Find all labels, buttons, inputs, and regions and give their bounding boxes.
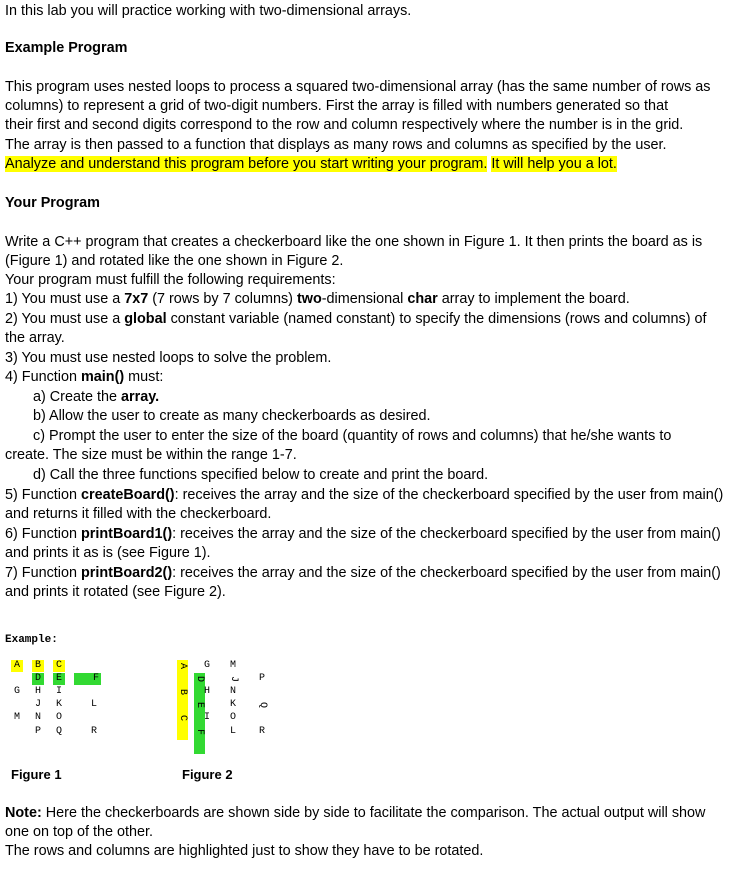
requirement-4: 4) Function main() must:: [5, 369, 164, 385]
fig2-cell-A: A: [177, 662, 189, 670]
requirement-6-cont: and prints it as is (see Figure 1).: [5, 545, 211, 561]
figure-1-board: [8, 660, 108, 756]
fig2-cell-G: G: [203, 660, 210, 671]
example-line-3: their first and second digits correspond to the row and column respectively where the number is in the grid.: [5, 117, 684, 133]
fig2-cell-R: R: [258, 726, 265, 737]
fig1-cell-A: A: [11, 660, 23, 672]
fig2-cell-F: F: [194, 728, 206, 736]
intro-text: In this lab you will practice working with two-dimensional arrays.: [5, 3, 412, 19]
requirement-5-cont: and returns it filled with the checkerboard.: [5, 506, 272, 522]
example-line-1: This program uses nested loops to process a squared two-dimensional array (has the same number of rows as: [5, 79, 711, 95]
requirement-3: 3) You must use nested loops to solve the problem.: [5, 350, 332, 366]
fig1-cell-R: R: [90, 726, 97, 737]
fig1-cell-K: K: [55, 699, 62, 710]
fig2-cell-N: N: [229, 686, 236, 697]
note-line-3: The rows and columns are highlighted just to show they have to be rotated.: [5, 843, 484, 859]
highlight-analyze: Analyze and understand this program before you start writing your program.: [5, 156, 488, 172]
fig1-cell-H: H: [34, 686, 41, 697]
fig1-cell-Q: Q: [55, 726, 62, 737]
fig2-cell-C: C: [177, 714, 189, 722]
fig2-cell-I: I: [203, 712, 210, 723]
fig1-cell-E: E: [53, 673, 65, 685]
fig2-cell-K: K: [229, 699, 236, 710]
requirement-4c-cont: create. The size must be within the range 1-7.: [5, 447, 297, 463]
fig2-yellow-column: [177, 660, 188, 740]
paragraph-3: Your program must fulfill the following requirements:: [5, 272, 336, 288]
requirement-1: 1) You must use a 7x7 (7 rows by 7 columns) two-dimensional char array to implement the board.: [5, 291, 630, 307]
fig1-cell-I: I: [55, 686, 62, 697]
fig1-cell-P: P: [34, 726, 41, 737]
fig2-cell-P: P: [258, 673, 265, 684]
fig2-cell-B: B: [177, 688, 189, 696]
fig2-cell-Q: Q: [256, 701, 268, 709]
fig1-cell-M: M: [13, 712, 20, 723]
note-line-1: Note: Here the checkerboards are shown side by side to facilitate the comparison. The actual output will show: [5, 805, 706, 821]
example-label: Example:: [5, 634, 58, 646]
fig1-cell-D: D: [32, 673, 44, 685]
requirement-4c: c) Prompt the user to enter the size of the board (quantity of rows and columns) that he/she wants to: [33, 428, 672, 444]
requirement-7-cont: and prints it rotated (see Figure 2).: [5, 584, 226, 600]
highlight-help: It will help you a lot.: [491, 156, 617, 172]
requirement-6: 6) Function printBoard1(): receives the array and the size of the checkerboard specified by the user from main(): [5, 526, 721, 542]
fig1-cell-B: B: [32, 660, 44, 672]
example-line-2: columns) to represent a grid of two-digit numbers. First the array is filled with numbers generated so that: [5, 98, 669, 114]
fig2-cell-E: E: [194, 701, 206, 709]
note-line-2: one on top of the other.: [5, 824, 154, 840]
requirement-5: 5) Function createBoard(): receives the array and the size of the checkerboard specified by the user from main(): [5, 487, 724, 503]
figure-2-caption: Figure 2: [182, 767, 233, 782]
requirement-4b: b) Allow the user to create as many checkerboards as desired.: [33, 408, 431, 424]
fig1-cell-O: O: [55, 712, 62, 723]
fig2-cell-M: M: [229, 660, 236, 671]
fig2-cell-H: H: [203, 686, 210, 697]
fig1-cell-F: F: [74, 673, 101, 685]
fig2-cell-O: O: [229, 712, 236, 723]
requirement-4a: a) Create the array.: [33, 389, 160, 405]
requirement-7: 7) Function printBoard2(): receives the array and the size of the checkerboard specified by the user from main(): [5, 565, 721, 581]
requirement-2: 2) You must use a global constant variable (named constant) to specify the dimensions (rows and columns) of: [5, 311, 707, 327]
fig1-cell-N: N: [34, 712, 41, 723]
fig1-cell-G: G: [13, 686, 20, 697]
requirement-2-cont: the array.: [5, 330, 65, 346]
paragraph-1: Write a C++ program that creates a checkerboard like the one shown in Figure 1. It then prints the board as is: [5, 234, 703, 250]
fig1-cell-C: C: [53, 660, 65, 672]
fig2-cell-L: L: [229, 726, 236, 737]
figure-1-caption: Figure 1: [11, 767, 62, 782]
your-program-heading: Your Program: [5, 195, 100, 211]
fig1-cell-L: L: [90, 699, 97, 710]
fig1-cell-J: J: [34, 699, 41, 710]
example-line-4: The array is then passed to a function that displays as many rows and columns as specified by the user.: [5, 137, 667, 153]
fig2-cell-D: D: [194, 675, 206, 683]
fig2-cell-J: J: [227, 675, 239, 683]
requirement-4d: d) Call the three functions specified below to create and print the board.: [33, 467, 489, 483]
example-highlight: [5, 155, 617, 175]
figure-2-board: [172, 660, 282, 756]
example-heading: Example Program: [5, 40, 128, 56]
paragraph-2: (Figure 1) and rotated like the one shown in Figure 2.: [5, 253, 344, 269]
